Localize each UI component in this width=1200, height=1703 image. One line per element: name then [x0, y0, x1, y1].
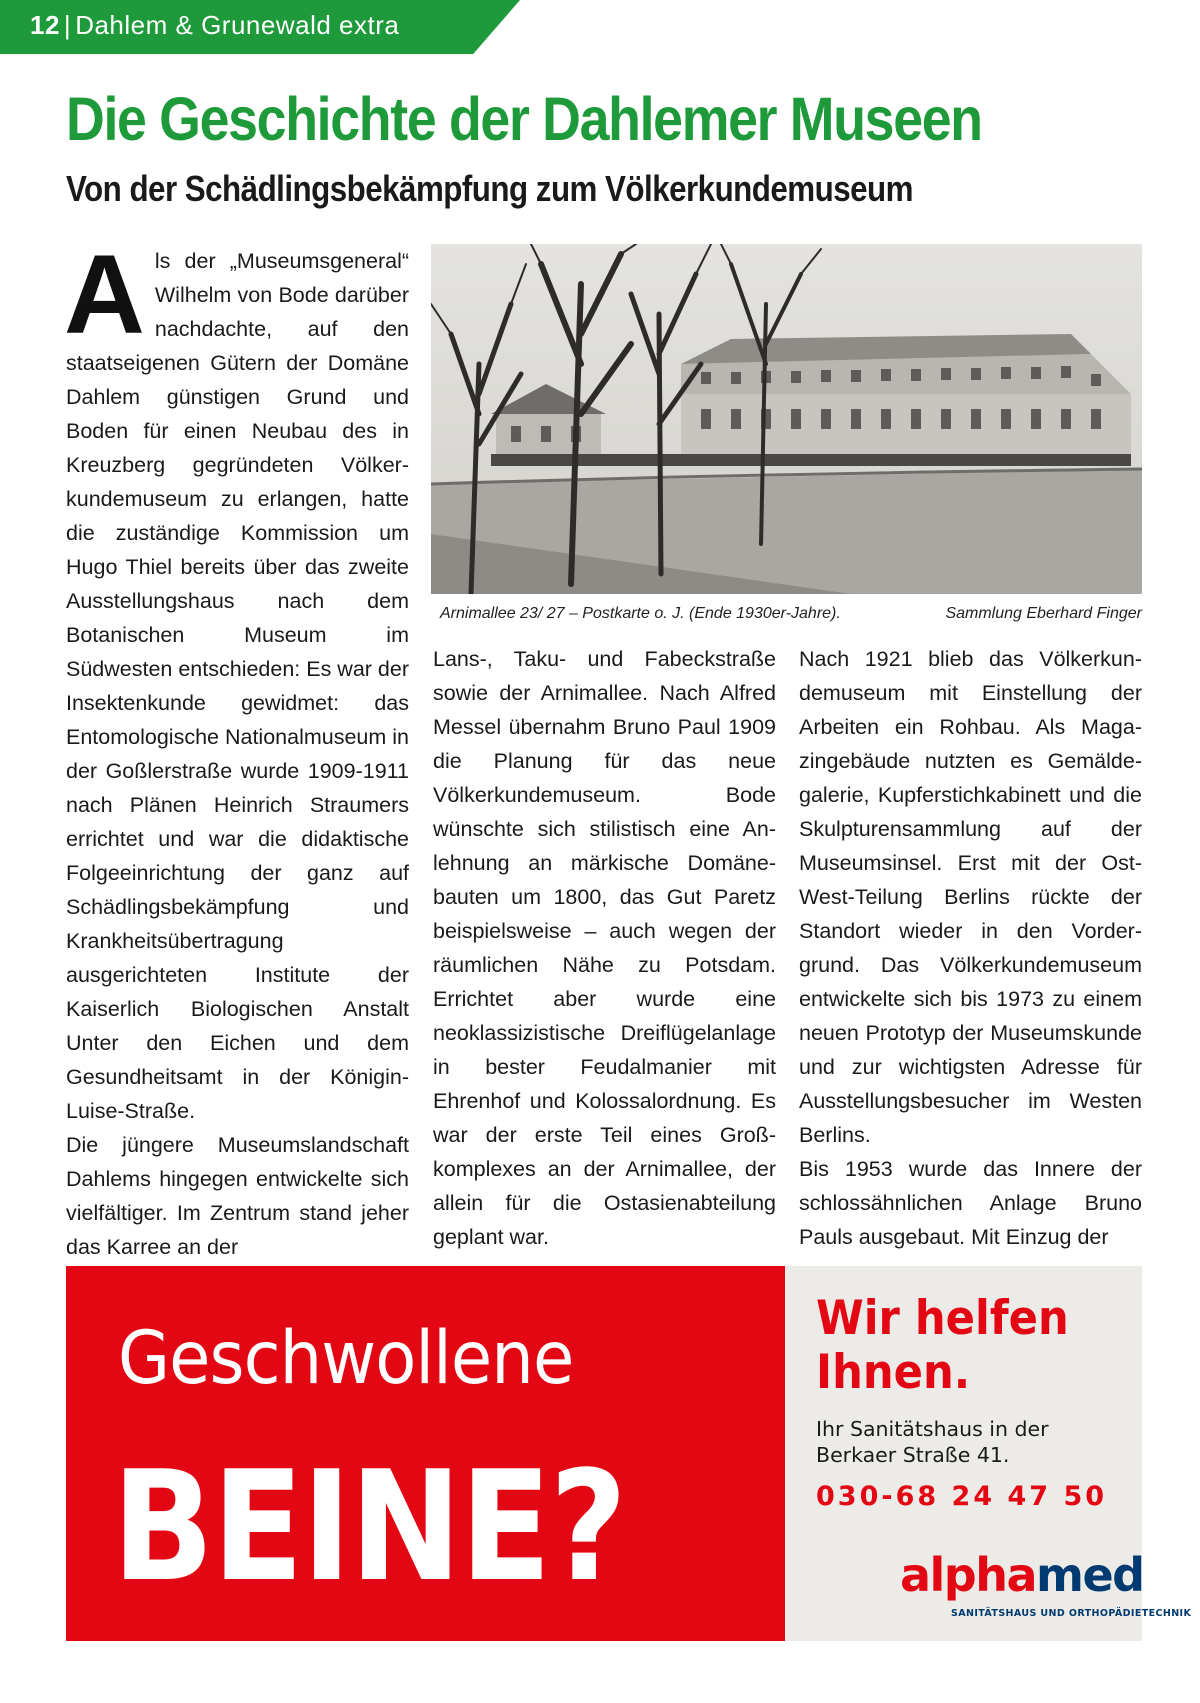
- ad-slogan-line-2: Ihnen.: [816, 1345, 971, 1400]
- page-number: 12: [30, 10, 60, 40]
- brand-logo: [900, 1548, 1144, 1602]
- article-column-2: [433, 642, 776, 1254]
- ad-address: [816, 1416, 1049, 1468]
- ad-address-line-2: Berkaer Straße 41.: [816, 1443, 1010, 1467]
- article-column-3: [799, 642, 1142, 1254]
- paragraph: Lans-, Taku- und Fabeckstraße sowie der Arnimallee. Nach Alfred Messel übernahm Bruno Paul 1909 die Planung für das neue Völkerkundemuseum. Bode wünschte sich stilistisch eine Anlehnung an märkische Domänebauten um 1800, das Gut Paretz beispielsweise – auch wegen der räumlichen Nähe zu Potsdam. Errichtet aber wurde eine neoklassizistische Dreiflügelanlage in bester Feudalmanier mit Ehrenhof und Kolossalordnung. Es war der erste Teil eines Großkomplexes an der Arnimallee, der allein für die Ostasienabteilung geplant war.: [433, 647, 776, 1249]
- article-column-1: [64, 232, 410, 1264]
- section-name: Dahlem & Grunewald extra: [75, 10, 400, 40]
- paragraph: Nach 1921 blieb das Völkerkundemuseum mit Einstellung der Arbeiten ein Rohbau. Als Magazingebäude nutzten es Gemäldegalerie, Kupferstichkabinett und die Skulpturensammlung auf der Museumsinsel. Erst mit der Ost-West-Teilung Berlins rückte der Standort wieder in den Vordergrund. Das Völkerkundemuseum entwickelte sich bis 1973 zu einem neuen Prototyp der Museumskunde und zur wichtigsten Adresse für Ausstellungsbesucher im Westen Berlins.: [799, 647, 1142, 1147]
- ad-slogan: [816, 1292, 1069, 1400]
- historic-photo: [431, 244, 1142, 594]
- ad-address-line-1: Ihr Sanitätshaus in der: [816, 1417, 1049, 1441]
- photo-credit: Sammlung Eberhard Finger: [945, 605, 1142, 622]
- brand-logo-part-2: med: [1036, 1548, 1144, 1602]
- paragraph: Bis 1953 wurde das Innere der schlossähnlichen Anlage Bruno Pauls ausgebaut. Mit Einzug der: [799, 1157, 1142, 1249]
- section-header: [30, 10, 399, 41]
- paragraph: Die jüngere Museumslandschaft Dahlems hingegen entwickelte sich vielfältiger. Im Zentrum stand jeher das Karree an der: [66, 1133, 409, 1259]
- page-subtitle: Von der Schädlingsbekämpfung zum Völkerkundemuseum: [66, 168, 913, 209]
- page-title: Die Geschichte der Dahlemer Museen: [66, 85, 982, 153]
- ad-slogan-line-1: Wir helfen: [816, 1291, 1069, 1346]
- brand-tagline: SANITÄTSHAUS UND ORTHOPÄDIETECHNIK: [951, 1608, 1192, 1619]
- museum-building-illustration: [431, 244, 1142, 594]
- paragraph: ls der „Museumsgeneral“ Wilhelm von Bode darüber nachdachte, auf den staatseigenen Gütern der Domäne Dahlem günstigen Grund und Boden für einen Neubau des in Kreuzberg gegründeten Völkerkundemuseum zu erlangen, hatte die zuständige Kommission um Hugo Thiel bereits über das zweite Ausstellungshaus nach dem Botanischen Museum im Südwesten entschieden: Es war der Insektenkunde gewidmet: das Entomologische Nationalmuseum in der Goßlerstraße wurde 1909-1911 nach Plänen Heinrich Straumers errichtet und war die didaktische Folgeeinrichtung der ganz auf Schädlingsbekämpfung und Krankheitsübertragung ausgerichteten Institute der Kaiserlich Biologischen Anstalt Unter den Eichen und dem Gesundheitsamt in der Königin-Luise-Straße.: [66, 249, 410, 1123]
- photo-caption: Arnimallee 23/ 27 – Postkarte o. J. (Ende 1930er-Jahre).: [440, 605, 841, 622]
- brand-logo-part-1: alpha: [900, 1548, 1037, 1602]
- drop-cap: A: [64, 232, 145, 357]
- header-separator: |: [63, 10, 72, 40]
- ad-headline-1: Geschwollene: [118, 1316, 574, 1401]
- ad-headline-2: BEINE?: [112, 1438, 626, 1615]
- ad-phone-number: 030-68 24 47 50: [816, 1481, 1108, 1512]
